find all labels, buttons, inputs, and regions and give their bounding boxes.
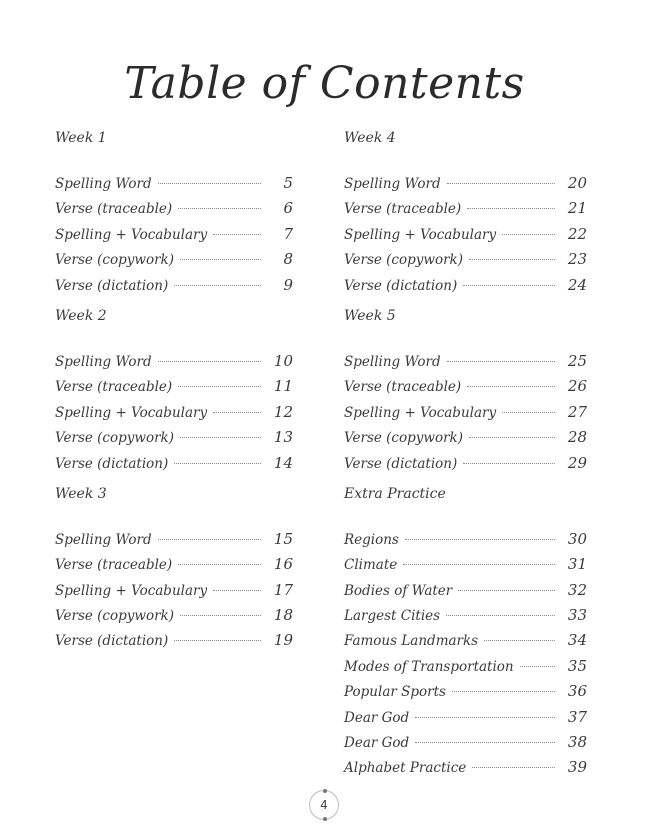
entry-label: Largest Cities [344,608,441,625]
entry-page-number: 19 [273,631,293,650]
dot-leader [463,285,555,286]
toc-entry [55,527,293,552]
dot-leader [158,539,261,540]
entry-label: Verse (dictation) [344,455,458,472]
entry-page-number: 27 [567,402,587,421]
toc-entry [344,730,587,755]
toc-entry [344,400,587,425]
section-heading: Week 3 [55,485,107,502]
toc-entry [344,222,587,247]
toc-entry [55,247,293,272]
toc-entry [55,628,293,653]
entry-page-number: 31 [567,555,587,574]
toc-column-left [55,128,293,654]
entry-label: Bodies of Water [344,582,453,599]
entry-label: Verse (dictation) [344,277,458,294]
dot-leader [502,234,555,235]
dot-leader [520,666,555,667]
dot-leader [174,640,261,641]
entry-page-number: 6 [283,199,293,218]
toc-entry [344,705,587,730]
entry-page-number: 28 [567,428,587,447]
toc-entry [55,273,293,298]
entry-page-number: 20 [567,174,587,192]
dot-leader [158,361,261,362]
dot-leader [467,386,555,387]
entry-label: Verse (dictation) [55,277,169,294]
section-heading: Extra Practice [344,485,446,502]
entry-page-number: 39 [567,758,587,777]
toc-entry [344,171,587,196]
section-heading: Week 5 [344,307,396,324]
entry-page-number: 24 [567,275,587,294]
section-heading: Week 2 [55,307,107,324]
entry-page-number: 26 [567,377,587,396]
page-title: Table of Contents [124,58,525,109]
toc-entry [55,578,293,603]
toc-entry [344,578,587,603]
toc-section [55,128,293,298]
toc-entry [344,374,587,399]
entry-label: Verse (copywork) [344,252,463,269]
toc-entry [344,527,587,552]
toc-entry [55,425,293,450]
entry-page-number: 23 [567,250,587,269]
dot-leader [180,437,261,438]
dot-leader [484,640,555,641]
toc-entry [55,603,293,628]
toc-entry [344,755,587,780]
entry-label: Spelling + Vocabulary [55,404,208,421]
dot-leader [178,208,261,209]
toc-entry [344,425,587,450]
dot-leader [472,767,555,768]
toc-entry [55,196,293,221]
dot-leader [213,590,261,591]
toc-section [55,484,293,654]
entry-page-number: 37 [567,707,587,726]
entry-label: Verse (traceable) [55,379,173,396]
entry-page-number: 5 [283,174,293,192]
entry-label: Dear God [344,735,410,752]
entry-page-number: 15 [273,529,293,548]
entry-page-number: 10 [273,351,293,370]
entry-label: Spelling Word [55,353,152,370]
dot-leader [469,437,555,438]
entry-label: Dear God [344,709,410,726]
entry-label: Spelling + Vocabulary [344,404,497,421]
dot-leader [158,183,261,184]
dot-leader [447,361,555,362]
entry-page-number: 14 [273,453,293,472]
entry-label: Popular Sports [344,684,446,701]
toc-entry [344,349,587,374]
toc-entry [344,679,587,704]
toc-entry [55,374,293,399]
badge-dot-icon [323,817,327,821]
entry-label: Verse (dictation) [55,633,169,650]
entry-page-number: 16 [273,555,293,574]
entry-page-number: 12 [273,402,293,421]
toc-entry [55,451,293,476]
entry-label: Famous Landmarks [344,633,479,650]
entry-label: Verse (copywork) [55,608,174,625]
page-number-badge [309,790,339,820]
entry-label: Climate [344,557,398,574]
entry-page-number: 32 [567,580,587,599]
entry-page-number: 21 [567,199,587,218]
entry-label: Verse (traceable) [55,201,173,218]
toc-entry [344,451,587,476]
entry-page-number: 38 [567,733,587,752]
entry-page-number: 25 [567,351,587,370]
dot-leader [403,564,555,565]
dot-leader [213,234,261,235]
dot-leader [446,615,555,616]
toc-entry [55,349,293,374]
dot-leader [415,717,555,718]
entry-page-number: 36 [567,682,587,701]
entry-label: Alphabet Practice [344,760,467,777]
toc-entry [344,603,587,628]
toc-section [344,128,587,298]
entry-page-number: 34 [567,631,587,650]
toc-entry [344,273,587,298]
toc-section [55,306,293,476]
toc-entry [344,628,587,653]
entry-page-number: 13 [273,428,293,447]
entry-label: Spelling + Vocabulary [55,226,208,243]
entry-label: Spelling + Vocabulary [55,582,208,599]
entry-label: Verse (dictation) [55,455,169,472]
entry-label: Verse (traceable) [344,379,462,396]
entry-label: Verse (traceable) [344,201,462,218]
entry-page-number: 35 [567,656,587,675]
entry-page-number: 17 [273,580,293,599]
entry-label: Verse (copywork) [55,430,174,447]
dot-leader [415,742,555,743]
dot-leader [469,259,555,260]
entry-label: Verse (traceable) [55,557,173,574]
entry-page-number: 30 [567,529,587,548]
toc-entry [344,196,587,221]
entry-page-number: 11 [273,377,293,396]
entry-label: Spelling + Vocabulary [344,226,497,243]
page-number: 4 [320,798,328,812]
entry-label: Spelling Word [55,176,152,192]
toc-entry [344,654,587,679]
dot-leader [178,564,261,565]
entry-label: Spelling Word [344,176,441,192]
section-heading: Week 4 [344,130,396,146]
dot-leader [502,412,555,413]
toc-entry [55,222,293,247]
dot-leader [174,463,261,464]
toc-entry [55,552,293,577]
entry-page-number: 9 [283,275,293,294]
toc-section [344,306,587,476]
entry-page-number: 33 [567,606,587,625]
dot-leader [467,208,555,209]
dot-leader [463,463,555,464]
entry-page-number: 29 [567,453,587,472]
toc-entry [344,552,587,577]
dot-leader [452,691,555,692]
entry-label: Modes of Transportation [344,658,514,675]
dot-leader [180,615,261,616]
dot-leader [180,259,261,260]
dot-leader [213,412,261,413]
entry-label: Verse (copywork) [344,430,463,447]
dot-leader [174,285,261,286]
entry-page-number: 18 [273,606,293,625]
toc-section [344,484,587,781]
entry-label: Regions [344,531,399,548]
toc-column-right [344,128,587,781]
toc-entry [344,247,587,272]
dot-leader [458,590,555,591]
entry-label: Spelling Word [344,353,441,370]
entry-label: Verse (copywork) [55,252,174,269]
dot-leader [405,539,555,540]
badge-dot-icon [323,789,327,793]
toc-entry [55,171,293,196]
entry-page-number: 22 [567,224,587,243]
dot-leader [447,183,555,184]
entry-page-number: 8 [283,250,293,269]
dot-leader [178,386,261,387]
entry-label: Spelling Word [55,531,152,548]
entry-page-number: 7 [283,224,293,243]
toc-entry [55,400,293,425]
section-heading: Week 1 [55,130,107,146]
